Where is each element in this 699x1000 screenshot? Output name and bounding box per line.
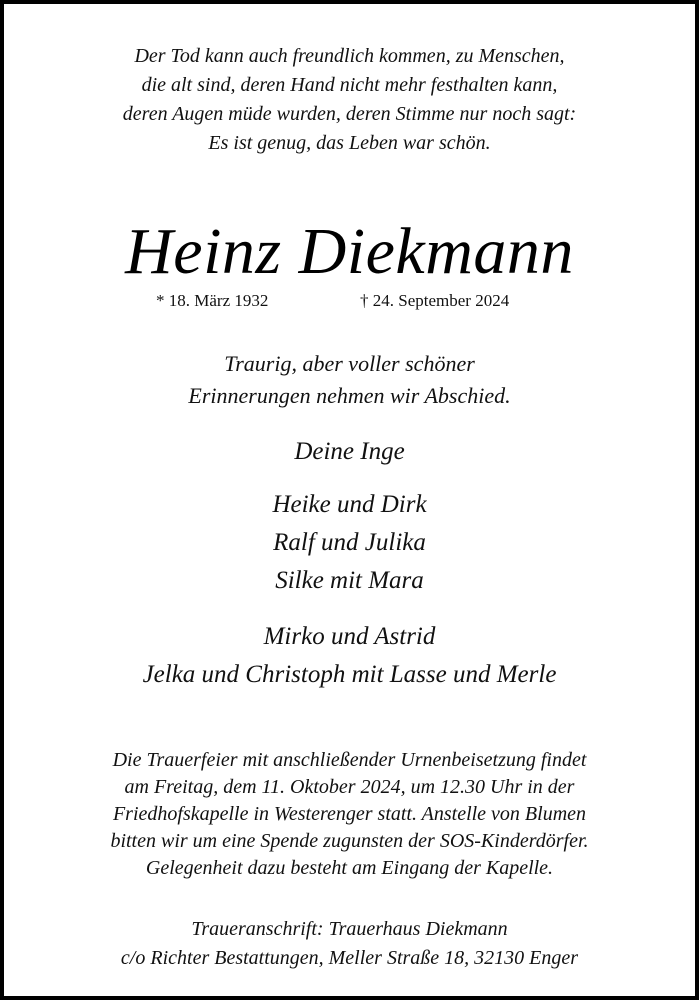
- service-info-line: Gelegenheit dazu besteht am Eingang der Kapelle.: [145, 857, 554, 879]
- mourning-address-line: c/o Richter Bestattungen, Meller Straße 18, 32130 Enger: [120, 947, 579, 969]
- mourner-name: Ralf und Julika: [273, 529, 426, 556]
- mourner-name: Deine Inge: [294, 438, 405, 465]
- farewell-line: Erinnerungen nehmen wir Abschied.: [188, 383, 511, 408]
- mourner-name: Silke mit Mara: [275, 567, 424, 594]
- service-info-line: Die Trauerfeier mit anschließender Urnenbeisetzung findet: [112, 749, 587, 771]
- service-info-line: bitten wir um eine Spende zugunsten der SOS-Kinderdörfer.: [110, 830, 589, 852]
- service-info-line: Friedhofskapelle in Westerenger statt. Anstelle von Blumen: [112, 803, 587, 825]
- mourner-name: Heike und Dirk: [272, 491, 427, 518]
- poem-line: deren Augen müde wurden, deren Stimme nur noch sagt:: [122, 103, 577, 125]
- birth-date: * 18. März 1932: [156, 291, 269, 310]
- farewell-line: Traurig, aber voller schöner: [224, 351, 475, 376]
- death-date: † 24. September 2024: [360, 291, 510, 310]
- mourner-name: Mirko und Astrid: [263, 623, 436, 650]
- poem-line: Es ist genug, das Leben war schön.: [208, 132, 491, 154]
- deceased-name: Heinz Diekmann: [125, 215, 574, 288]
- poem-line: Der Tod kann auch freundlich kommen, zu Menschen,: [134, 45, 565, 67]
- mourner-name: Jelka und Christoph mit Lasse und Merle: [142, 661, 557, 688]
- service-info-line: am Freitag, dem 11. Oktober 2024, um 12.30 Uhr in der: [124, 776, 575, 798]
- mourning-address-line: Traueranschrift: Trauerhaus Diekmann: [191, 918, 508, 940]
- poem-line: die alt sind, deren Hand nicht mehr festhalten kann,: [141, 74, 558, 96]
